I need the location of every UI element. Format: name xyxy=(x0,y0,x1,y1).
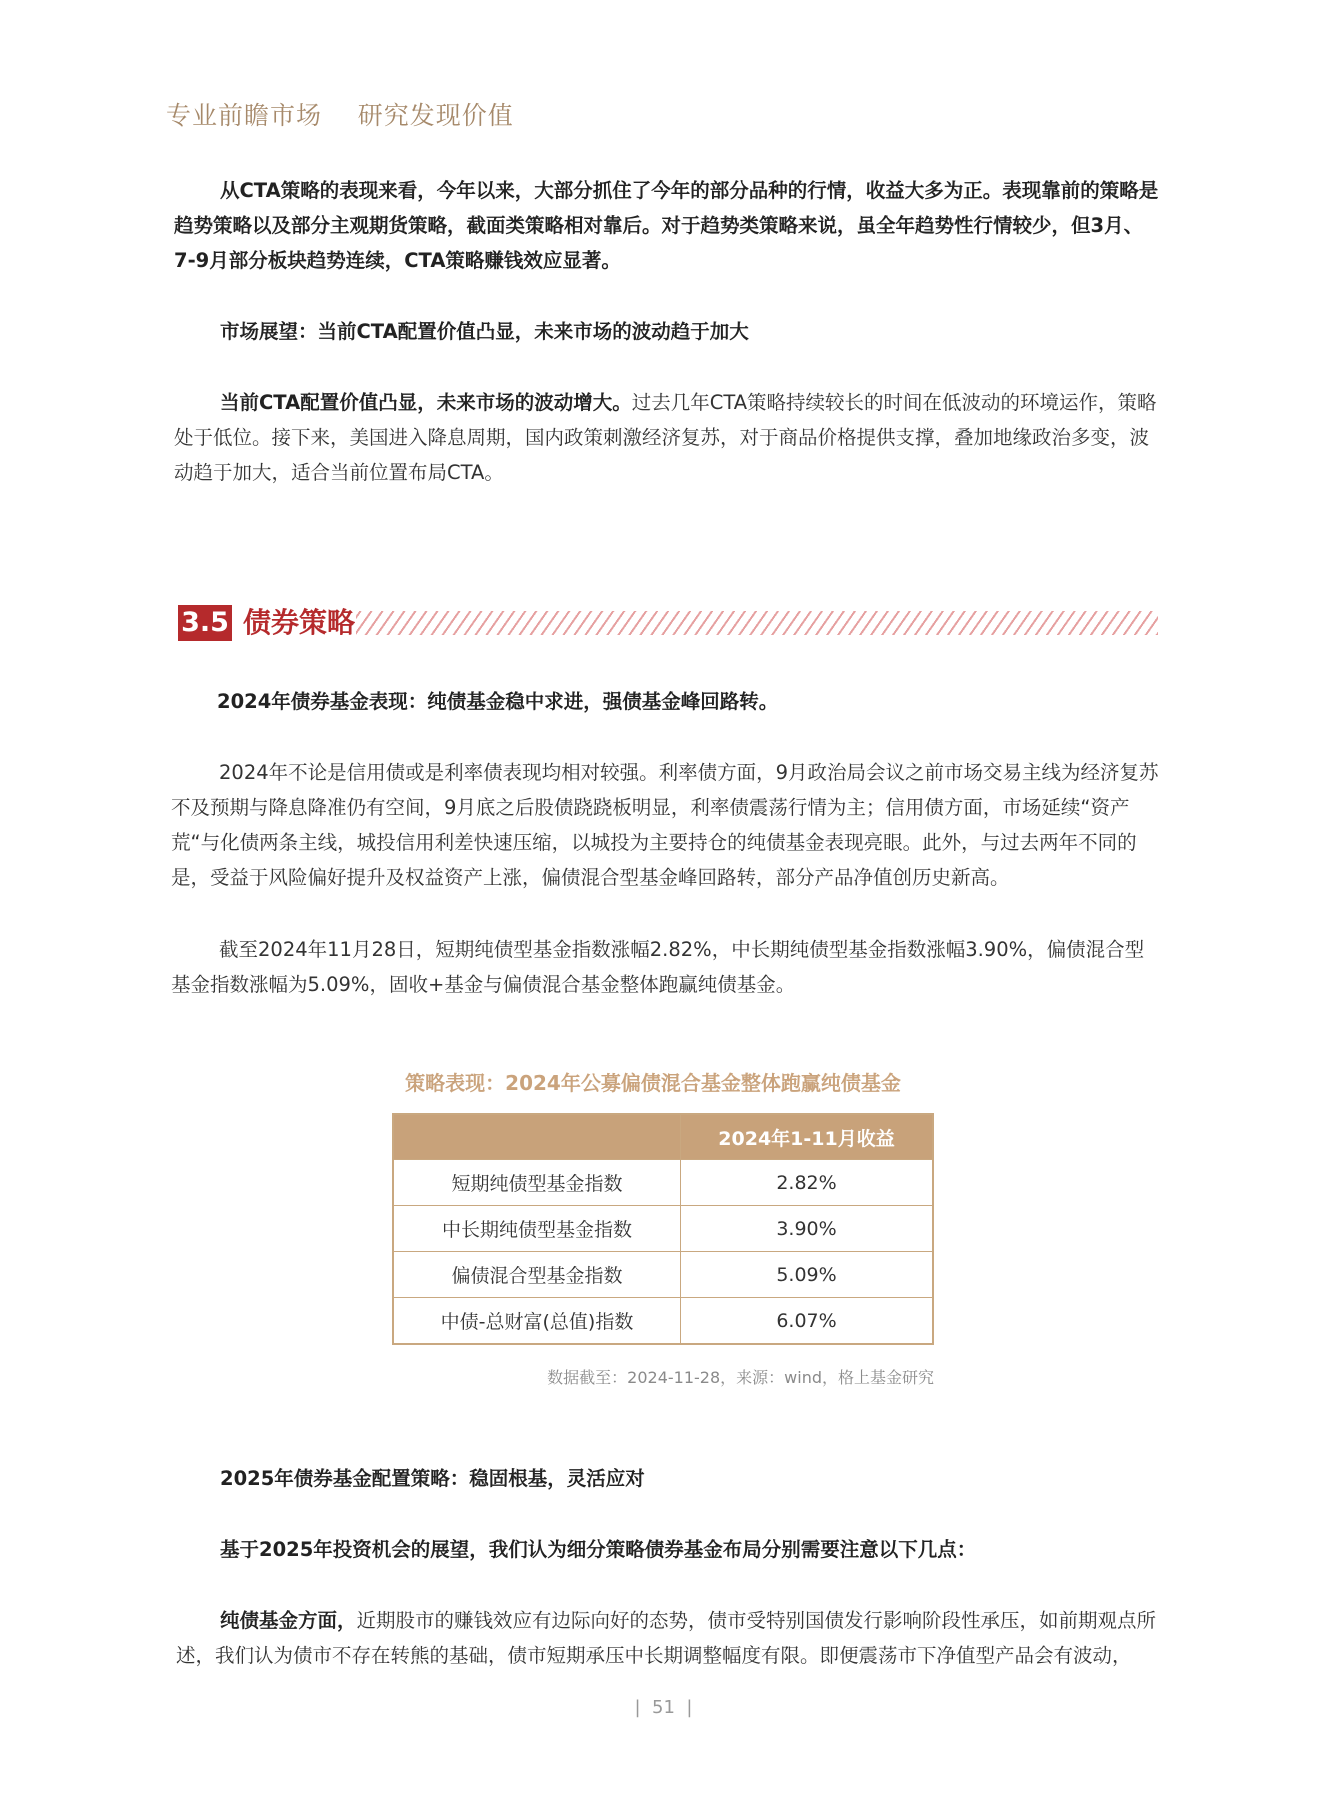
table-source-note: 数据截至：2024-11-28，来源：wind，格上基金研究 xyxy=(547,1368,934,1387)
table-header-return: 2024年1-11月收益 xyxy=(681,1114,934,1160)
page-number: | 51 | xyxy=(634,1697,693,1718)
performance-table xyxy=(392,1113,934,1345)
cta-performance-paragraph: 从CTA策略的表现来看，今年以来，大部分抓住了今年的部分品种的行情，收益大多为正。表现靠前的策略是趋势策略以及部分主观期货策略，截面类策略相对靠后。对于趋势类策略来说，虽全年趋势性行情较少，但3月、7-9月部分板块趋势连续，CTA策略赚钱效应显著。 xyxy=(174,179,1159,272)
row-value: 6.07% xyxy=(681,1298,934,1345)
table-row xyxy=(393,1298,933,1345)
table-row xyxy=(393,1160,933,1206)
row-name: 偏债混合型基金指数 xyxy=(393,1252,681,1298)
cta-outlook-lead: 当前CTA配置价值凸显，未来市场的波动增大。 xyxy=(220,391,632,414)
row-value: 3.90% xyxy=(681,1206,934,1252)
row-value: 2.82% xyxy=(681,1160,934,1206)
table-title: 策略表现：2024年公募偏债混合基金整体跑赢纯债基金 xyxy=(405,1071,901,1095)
strategy-2025-heading: 2025年债券基金配置策略：稳固根基，灵活应对 xyxy=(220,1467,645,1490)
pure-bond-paragraph xyxy=(176,1603,1161,1673)
section-number: 3.5 xyxy=(178,605,232,641)
section-title: 债券策略 xyxy=(243,606,356,639)
header-slogan: 专业前瞻市场 研究发现价值 xyxy=(166,101,514,130)
cta-outlook-body: 过去几年CTA策略持续较长的时间在低波动的环境运作，策略处于低位。接下来，美国进入降息周期，国内政策刺激经济复苏，对于商品价格提供支撑，叠加地缘政治多变，波动趋于加大，适合当前位置布局CTA。 xyxy=(174,391,1157,484)
row-name: 中长期纯债型基金指数 xyxy=(393,1206,681,1252)
section-header xyxy=(178,605,1158,641)
strategy-2025-intro: 基于2025年投资机会的展望，我们认为细分策略债券基金布局分别需要注意以下几点： xyxy=(220,1538,977,1561)
bond-2024-paragraph: 2024年不论是信用债或是利率债表现均相对较强。利率债方面，9月政治局会议之前市场交易主线为经济复苏不及预期与降息降准仍有空间，9月底之后股债跷跷板明显，利率债震荡行情为主；信用债方面，市场延续“资产荒“与化债两条主线，城投信用利差快速压缩，以城投为主要持仓的纯债基金表现亮眼。此外，与过去两年不同的是，受益于风险偏好提升及权益资产上涨，偏债混合型基金峰回路转，部分产品净值创历史新高。 xyxy=(171,761,1159,889)
table-row xyxy=(393,1252,933,1298)
table-row xyxy=(393,1206,933,1252)
row-name: 短期纯债型基金指数 xyxy=(393,1160,681,1206)
pure-bond-lead: 纯债基金方面， xyxy=(220,1609,357,1632)
pure-bond-body: 近期股市的赚钱效应有边际向好的态势，债市受特别国债发行影响阶段性承压，如前期观点所述，我们认为债市不存在转熊的基础，债市短期承压中长期调整幅度有限。即便震荡市下净值型产品会有波动， xyxy=(176,1609,1157,1667)
section-hatch-decoration xyxy=(356,611,1158,635)
row-name: 中债-总财富(总值)指数 xyxy=(393,1298,681,1345)
table-header-blank xyxy=(393,1114,681,1160)
bond-index-paragraph: 截至2024年11月28日，短期纯债型基金指数涨幅2.82%，中长期纯债型基金指数涨幅3.90%，偏债混合型基金指数涨幅为5.09%，固收+基金与偏债混合基金整体跑赢纯债基金。 xyxy=(171,938,1145,996)
cta-outlook-paragraph xyxy=(174,385,1159,490)
bond-2024-heading: 2024年债券基金表现：纯债基金稳中求进，强债基金峰回路转。 xyxy=(217,690,779,713)
cta-outlook-heading: 市场展望：当前CTA配置价值凸显，未来市场的波动趋于加大 xyxy=(220,320,749,343)
row-value: 5.09% xyxy=(681,1252,934,1298)
table-header-row xyxy=(393,1114,933,1160)
